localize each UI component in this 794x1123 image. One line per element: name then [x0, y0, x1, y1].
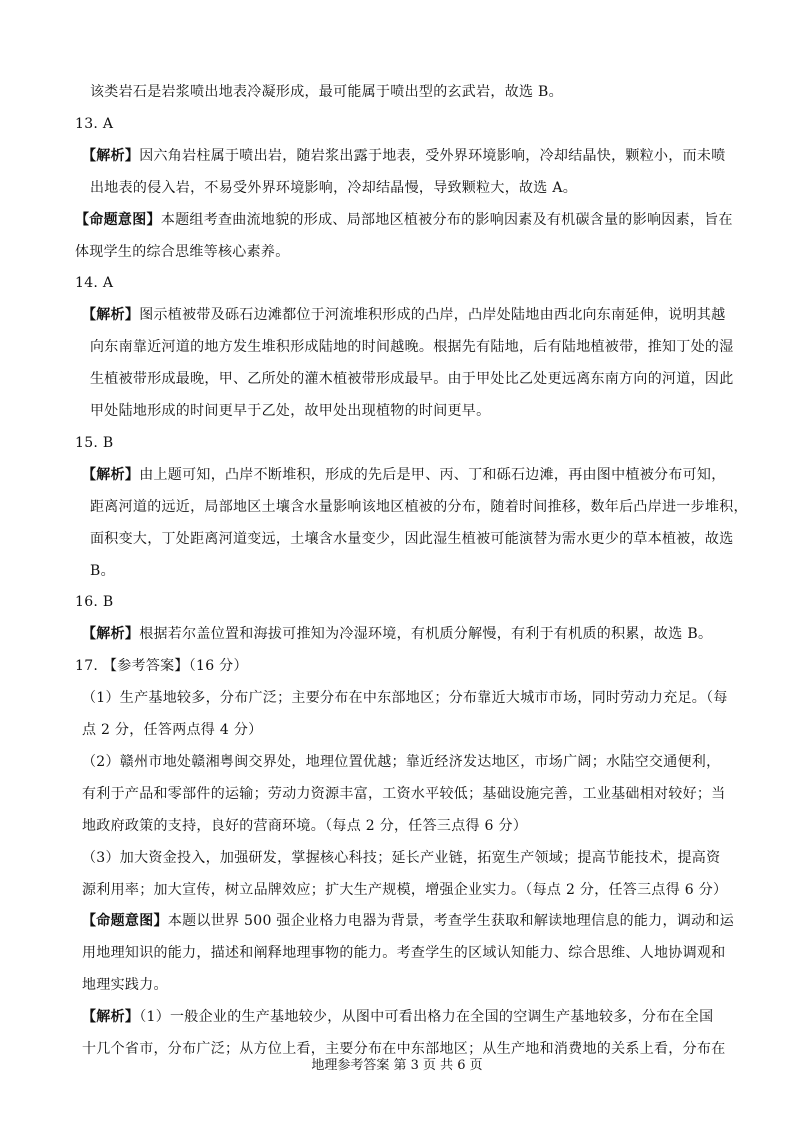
question-number-13: 13. A	[75, 116, 114, 132]
question-number-17: 17. 【参考答案】（16 分）	[75, 658, 248, 674]
analysis-paragraph: 【解析】因六角岩柱属于喷出岩，随岩浆出露于地表，受外界环境影响，冷却结晶快，颗粒小，而未喷	[82, 148, 726, 164]
text-line: 用地理知识的能力，描述和阐释地理事物的能力。考查学生的区域认知能力、综合思维、人地协调观和	[82, 945, 726, 961]
analysis-tag: 【解析】	[82, 1009, 140, 1025]
question-number-16: 16. B	[75, 594, 114, 610]
text-line: 距离河道的远近，局部地区土壤含水量影响该地区植被的分布，随着时间推移，数年后凸岸进一步堆积，	[90, 499, 748, 515]
page-footer: 地理参考答案 第 3 页 共 6 页	[311, 1058, 483, 1073]
text-line: 地政府政策的支持，良好的营商环境。（每点 2 分，任答三点得 6 分）	[82, 818, 528, 834]
text-line: B。	[90, 563, 115, 579]
analysis-tag: 【解析】	[82, 467, 140, 483]
analysis-paragraph: 【解析】（1）一般企业的生产基地较少，从图中可看出格力在全国的空调生产基地较多，分布在全国	[82, 1009, 714, 1025]
text-line: 甲处陆地形成的时间更早于乙处，故甲处出现植物的时间更早。	[90, 403, 491, 419]
analysis-tag: 【解析】	[82, 307, 140, 323]
intent-tag: 【命题意图】	[75, 212, 161, 228]
text-line: 该类岩石是岩浆喷出地表冷凝形成，最可能属于喷出型的玄武岩，故选 B。	[90, 84, 563, 100]
analysis-paragraph: 【解析】根据若尔盖位置和海拔可推知为冷湿环境，有机质分解慢，有利于有机质的积累，故选 B。	[82, 626, 713, 642]
answer-part-3: （3）加大资金投入，加强研发，掌握核心科技；延长产业链，拓宽生产领域；提高节能技术，提高资	[82, 850, 721, 866]
text-line: 地理实践力。	[82, 977, 168, 993]
text-line: 源利用率；加大宣传，树立品牌效应；扩大生产规模，增强企业实力。（每点 2 分，任答三点得 6 分）	[82, 882, 728, 898]
intent-paragraph: 【命题意图】本题以世界 500 强企业格力电器为背景，考查学生获取和解读地理信息的能力，调动和运	[82, 913, 735, 929]
analysis-paragraph: 【解析】图示植被带及砾石边滩都位于河流堆积形成的凸岸，凸岸处陆地由西北向东南延伸，说明其越	[82, 307, 726, 323]
text-line: 有利于产品和零部件的运输；劳动力资源丰富，工资水平较低；基础设施完善，工业基础相对较好；当	[82, 786, 726, 802]
text-line: 体现学生的综合思维等核心素养。	[75, 244, 290, 260]
analysis-tag: 【解析】	[82, 626, 140, 642]
text-line-content: 十几个省市，分布广泛；从方位上看，主要分布在中东部地区；从生产地和消费地的关系上看，分布在	[82, 1041, 726, 1057]
question-number-15: 15. B	[75, 435, 114, 451]
question-number-14: 14. A	[75, 275, 114, 291]
text-line: 向东南靠近河道的地方发生堆积形成陆地的时间越晚。根据先有陆地，后有陆地植被带，推知丁处的湿	[90, 339, 734, 355]
answer-part-1: （1）生产基地较多，分布广泛；主要分布在中东部地区；分布靠近大城市市场，同时劳动力充足。（每	[82, 690, 728, 706]
intent-tag: 【命题意图】	[82, 913, 168, 929]
text-line: 面积变大，丁处距离河道变远，土壤含水量变少，因此湿生植被可能演替为需水更少的草本植被，故选	[90, 531, 734, 547]
text-line: 出地表的侵入岩，不易受外界环境影响，冷却结晶慢，导致颗粒大，故选 A。	[90, 180, 578, 196]
analysis-paragraph: 【解析】由上题可知，凸岸不断堆积，形成的先后是甲、丙、丁和砾石边滩，再由图中植被分布可知，	[82, 467, 726, 483]
answer-part-2: （2）赣州市地处赣湘粤闽交界处，地理位置优越；靠近经济发达地区，市场广阔；水陆空交通便利，	[82, 754, 721, 770]
intent-paragraph: 【命题意图】本题组考查曲流地貌的形成、局部地区植被分布的影响因素及有机碳含量的影响因素，旨在	[75, 212, 733, 228]
analysis-tag: 【解析】	[82, 148, 140, 164]
text-line: 点 2 分，任答两点得 4 分）	[82, 722, 263, 738]
text-line: 生植被带形成最晚，甲、乙所处的灌木植被带形成最早。由于甲处比乙处更远离东南方向的河道，因此	[90, 371, 734, 387]
text-line	[82, 1039, 726, 1059]
